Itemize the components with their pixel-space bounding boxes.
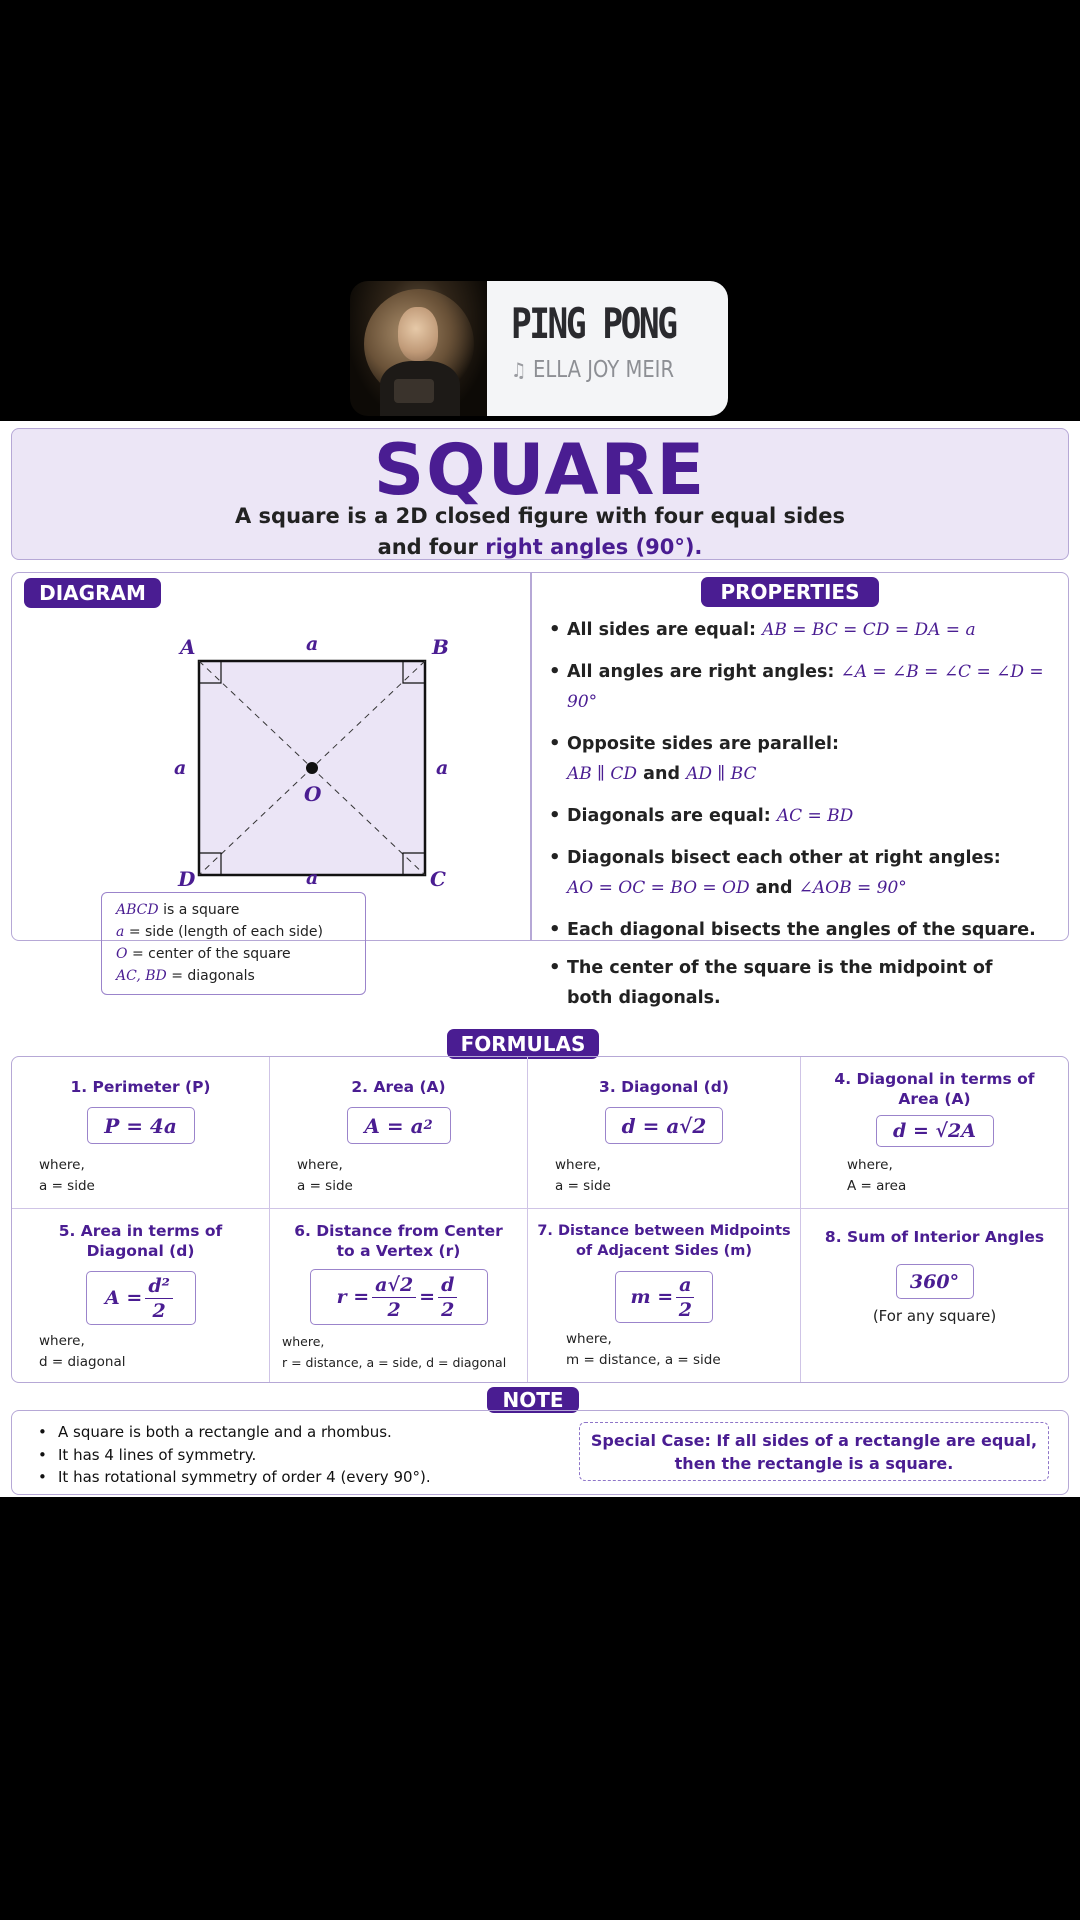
center-point bbox=[306, 762, 318, 774]
center-o-label: O bbox=[304, 782, 322, 806]
formula-box: P = 4a bbox=[87, 1107, 195, 1144]
formula-where: where, a = side bbox=[297, 1157, 353, 1194]
formula-title: 8. Sum of Interior Angles bbox=[824, 1228, 1045, 1246]
formula-box: r = $\frac{a√2}{2}$ = $\frac{d}{2}$ bbox=[310, 1269, 488, 1325]
panel-divider bbox=[530, 573, 532, 940]
legend-item: AC, BD = diagonals bbox=[116, 968, 255, 984]
formula-where: where, m = distance, a = side bbox=[566, 1331, 721, 1368]
title-panel bbox=[11, 428, 1069, 560]
property-item: • All angles are right angles: ∠A = ∠B = ∠C = ∠D = 90° bbox=[549, 657, 1079, 717]
song-info bbox=[487, 281, 728, 416]
formulas-panel bbox=[11, 1056, 1069, 1383]
song-artist bbox=[511, 357, 695, 383]
note-heading: NOTE bbox=[487, 1387, 579, 1413]
formula-where: where, d = diagonal bbox=[39, 1333, 126, 1370]
properties-heading: PROPERTIES bbox=[701, 577, 879, 607]
property-item: • Diagonals are equal: AC = BD bbox=[549, 801, 1079, 831]
property-item: • Opposite sides are parallel: AB ∥ CD and AD ∥ BC bbox=[549, 729, 1079, 789]
page-subtitle bbox=[12, 501, 1068, 563]
formula-where: where, A = area bbox=[847, 1157, 907, 1194]
formula-where: where, a = side bbox=[555, 1157, 611, 1194]
formula-title: 1. Perimeter (P) bbox=[70, 1078, 211, 1096]
formula-card-center-vertex bbox=[270, 1209, 528, 1382]
property-item: • The center of the square is the midpoint of both diagonals. bbox=[549, 953, 1079, 1013]
property-item: • All sides are equal: AB = BC = CD = DA = a bbox=[549, 615, 1079, 645]
note-list bbox=[38, 1421, 431, 1489]
formulas-heading: FORMULAS bbox=[447, 1029, 599, 1059]
infographic-sheet bbox=[0, 421, 1080, 1497]
vertex-b-label: B bbox=[432, 635, 449, 659]
side-label-left: a bbox=[174, 757, 187, 779]
diagram-properties-panel bbox=[11, 572, 1069, 1008]
vertex-d-label: D bbox=[178, 867, 196, 888]
subtitle-prefix: and four bbox=[377, 535, 478, 559]
square-diagram bbox=[152, 608, 482, 888]
note-panel bbox=[11, 1410, 1069, 1495]
formula-title: 2. Area (A) bbox=[351, 1078, 446, 1096]
formula-title: 5. Area in terms of Diagonal (d) bbox=[58, 1222, 223, 1260]
song-title: PING PONG bbox=[511, 299, 676, 348]
formula-note: (For any square) bbox=[872, 1307, 997, 1325]
artist-name: ELLA JOY MEIR bbox=[533, 357, 675, 383]
formula-card-diagonal-area bbox=[801, 1057, 1068, 1209]
vertex-a-label: A bbox=[180, 635, 196, 659]
legend-item: O = center of the square bbox=[116, 946, 291, 962]
property-item: • Each diagonal bisects the angles of the square. bbox=[549, 915, 1079, 945]
music-sticker[interactable] bbox=[350, 281, 728, 416]
formula-where: where, r = distance, a = side, d = diagonal bbox=[282, 1334, 507, 1370]
formula-box: A = a 2 bbox=[347, 1107, 451, 1144]
diagram-heading: DIAGRAM bbox=[24, 578, 161, 608]
side-label-top: a bbox=[306, 633, 319, 655]
note-item: • A square is both a rectangle and a rhombus. bbox=[38, 1421, 431, 1444]
formula-box: d = a√2 bbox=[605, 1107, 723, 1144]
side-label-right: a bbox=[436, 757, 449, 779]
formula-box: d = √2A bbox=[876, 1115, 994, 1147]
special-case-callout: Special Case: If all sides of a rectangle are equal, then the rectangle is a square. bbox=[579, 1422, 1049, 1481]
side-label-bottom: a bbox=[306, 867, 319, 888]
formula-box: m = $\frac{a}{2}$ bbox=[615, 1271, 713, 1323]
note-item: • It has 4 lines of symmetry. bbox=[38, 1444, 431, 1467]
formula-card-area bbox=[270, 1057, 528, 1209]
page-title: SQUARE bbox=[373, 429, 707, 511]
diagram-legend bbox=[101, 892, 366, 995]
subtitle-highlight: right angles (90°). bbox=[485, 535, 703, 559]
music-note-icon: ♫ bbox=[511, 358, 527, 382]
subtitle-line-2 bbox=[12, 532, 1068, 563]
formula-card-area-diagonal bbox=[12, 1209, 270, 1382]
formula-title: 3. Diagonal (d) bbox=[599, 1078, 729, 1096]
album-cover-image bbox=[350, 281, 487, 416]
property-item: • Diagonals bisect each other at right angles: AO = OC = BO = OD and ∠AOB = 90° bbox=[549, 843, 1079, 903]
subtitle-line-1: A square is a 2D closed figure with four equal sides bbox=[234, 504, 846, 528]
formula-card-diagonal bbox=[528, 1057, 801, 1209]
formula-card-interior-angles bbox=[801, 1209, 1068, 1382]
legend-item: ABCD is a square bbox=[116, 902, 240, 918]
formula-title: 6. Distance from Center to a Vertex (r) bbox=[294, 1222, 503, 1260]
formula-card-midpoints bbox=[528, 1209, 801, 1382]
formula-card-perimeter bbox=[12, 1057, 270, 1209]
formula-box: A = $\frac{\text{d²}}{2}$ bbox=[86, 1271, 196, 1325]
legend-item: a = side (length of each side) bbox=[116, 924, 323, 940]
formula-box: 360° bbox=[896, 1264, 974, 1299]
note-item: • It has rotational symmetry of order 4 (every 90°). bbox=[38, 1466, 431, 1489]
formula-title: 7. Distance between Midpoints of Adjacent Sides (m) bbox=[537, 1223, 791, 1259]
vertex-c-label: C bbox=[430, 867, 446, 888]
formula-title: 4. Diagonal in terms of Area (A) bbox=[834, 1070, 1035, 1108]
formula-where: where, a = side bbox=[39, 1157, 95, 1194]
properties-list bbox=[549, 615, 1079, 1013]
